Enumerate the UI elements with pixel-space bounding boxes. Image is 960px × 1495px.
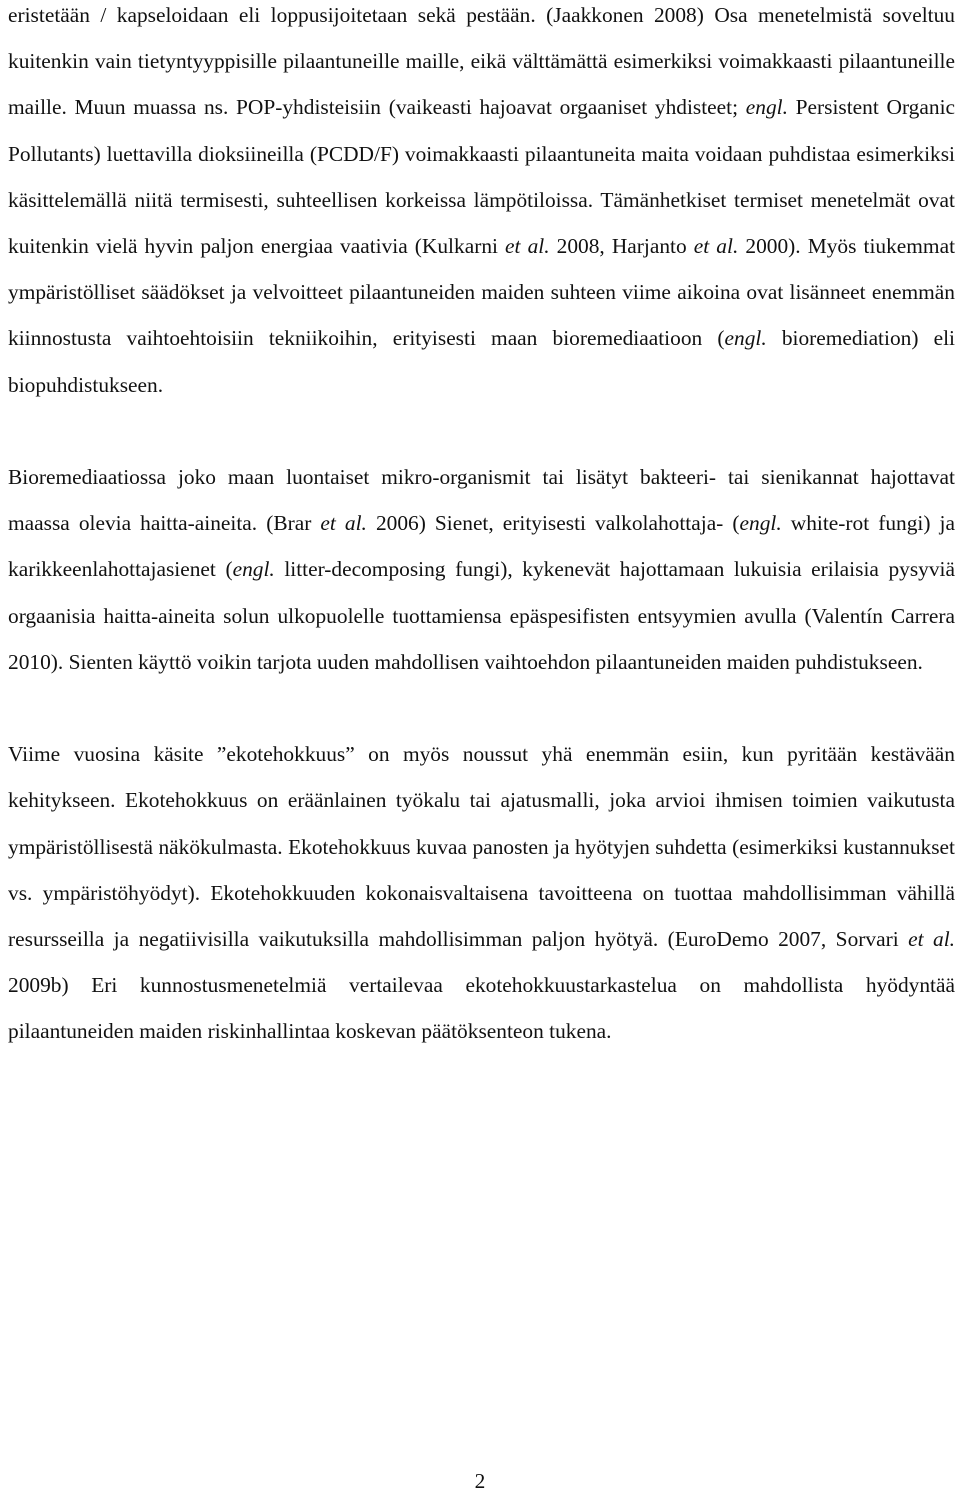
italic-text-run: et al. (908, 927, 956, 952)
text-run: 2009b) Eri kunnostusmenetelmiä vertailevaa ekotehokkuustarkastelua on mahdollista hyödyntää pilaantuneiden maiden riskinhallintaa koskevan päätöksenteon tukena. (8, 973, 955, 1044)
text-run: litter-decomposing fungi), kykenevät hajottamaan lukuisia erilaisia pysyviä orgaanisia haitta-aineita solun ulkopuolelle tuottamiensa epäspesifisten entsyymien avulla (Valentín Carrera 2010). Sienten käyttö voikin tarjota uuden mahdollisen vaihtoehdon pilaantuneiden maiden puhdistukseen. (8, 557, 955, 674)
paragraph-eco-efficiency (8, 731, 955, 1054)
italic-text-run: et al. (505, 234, 550, 259)
text-run: 2006) Sienet, erityisesti valkolahottaja- ( (366, 511, 740, 536)
page-number: 2 (474, 1469, 486, 1493)
text-run: 2000). Myös tiukemmat ympäristölliset säädökset ja velvoitteet pilaantuneiden maiden suhteen viime aikoina ovat lisänneet enemmän kiinnostusta vaihtoehtoisiin tekniikoihin, erityisesti maan bioremediaatioon ( (8, 234, 956, 351)
text-run: 2008, Harjanto (549, 234, 694, 259)
text-run: Persistent Organic Pollutants) luettavilla dioksiineilla (PCDD/F) voimakkaasti pilaantuneita maita voidaan puhdistaa esimerkiksi käsittelemällä niitä termisesti, suhteellisen korkeissa lämpötiloissa. Tämänhetkiset termiset menetelmät ovat kuitenkin vielä hyvin paljon energiaa vaativia (Kulkarni (8, 95, 956, 259)
paragraph-bioremediation (8, 454, 955, 685)
text-run: Viime vuosina käsite ”ekotehokkuus” on myös noussut yhä enemmän esiin, kun pyritään kestävään kehitykseen. Ekotehokkuus on eräänlainen työkalu tai ajatusmalli, joka arvioi ihmisen toimien vaikutusta ympäristöllisestä näkökulmasta. Ekotehokkuus kuvaa panosten ja hyötyjen suhdetta (esimerkiksi kustannukset vs. ympäristöhyödyt). Ekotehokkuuden kokonaisvaltaisena tavoitteena on tuottaa mahdollisimman vähillä resursseilla ja negatiivisilla vaikutuksilla mahdollisimman paljon hyötyä. (EuroDemo 2007, Sorvari (8, 742, 955, 952)
italic-text-run: engl. (232, 557, 275, 582)
italic-text-run: engl. (745, 95, 788, 120)
text-run: white-rot fungi) ja karikkeenlahottajasienet ( (8, 511, 955, 582)
italic-text-run: et al. (693, 234, 739, 259)
text-run: Bioremediaatiossa joko maan luontaiset mikro-organismit tai lisätyt bakteeri- tai sienikannat hajottavat maassa olevia haitta-aineita. (Brar (8, 465, 955, 536)
italic-text-run: engl. (724, 326, 767, 351)
text-run: eristetään / kapseloidaan eli loppusijoitetaan sekä pestään. (Jaakkonen 2008) Osa menetelmistä soveltuu kuitenkin vain tietyntyyppisille pilaantuneille maille, eikä välttämättä esimerkiksi voimakkaasti pilaantuneille maille. Muun muassa ns. POP-yhdisteisiin (vaikeasti hajoavat orgaaniset yhdisteet; (8, 3, 955, 120)
text-run: bioremediation) eli biopuhdistukseen. (8, 326, 955, 397)
document-page (8, 0, 955, 1055)
paragraph-soil-remediation-methods (8, 0, 955, 408)
italic-text-run: engl. (739, 511, 782, 536)
italic-text-run: et al. (320, 511, 367, 536)
